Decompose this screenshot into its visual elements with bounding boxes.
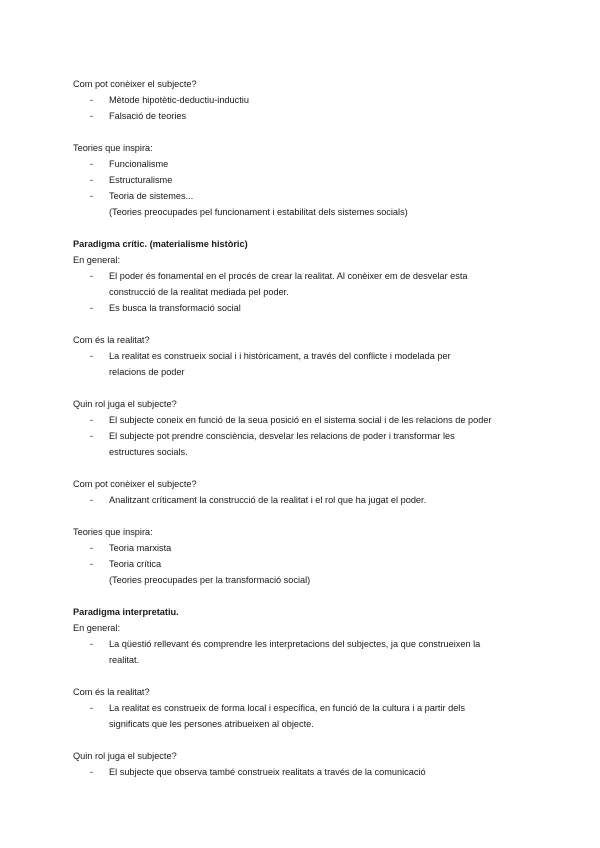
paradigm-title: Paradigma crític. (materialisme històric) bbox=[73, 239, 248, 249]
bullet-list bbox=[73, 764, 543, 780]
section-heading: Teories que inspira: bbox=[73, 527, 153, 537]
list-item bbox=[73, 428, 543, 460]
list-item-continuation: estructures socials. bbox=[109, 447, 188, 457]
list-item-continuation: significats que les persones atribueixen al objecte. bbox=[109, 719, 314, 729]
document-page bbox=[73, 76, 543, 780]
list-item-text: El subjecte pot prendre consciència, desvelar les relacions de poder i transformar les bbox=[109, 431, 455, 441]
list-item: - Teoria de sistemes... bbox=[73, 188, 543, 204]
paradigm-title: Paradigma interpretatiu. bbox=[73, 607, 179, 617]
list-item: - Estructuralisme bbox=[73, 172, 543, 188]
list-item bbox=[73, 348, 543, 380]
bullet-list bbox=[73, 92, 543, 124]
bullet-list bbox=[73, 700, 543, 732]
bullet-list bbox=[73, 636, 543, 668]
list-item: - Es busca la transformació social bbox=[73, 300, 543, 316]
section-heading: Com és la realitat? bbox=[73, 335, 150, 345]
list-item: - El subjecte que observa també construeix realitats a través de la comunicació bbox=[73, 764, 543, 780]
list-item bbox=[73, 700, 543, 732]
list-note: (Teories preocupades per la transformació social) bbox=[109, 575, 311, 585]
bullet-list bbox=[73, 268, 543, 316]
bullet-list bbox=[73, 492, 543, 508]
section-subheading: En general: bbox=[73, 255, 120, 265]
list-item bbox=[73, 268, 543, 300]
bullet-list bbox=[73, 412, 543, 460]
bullet-list bbox=[73, 156, 543, 204]
section-heading: Teories que inspira: bbox=[73, 143, 153, 153]
section-heading: Com pot conèixer el subjecte? bbox=[73, 79, 197, 89]
list-item: - Teoria marxista bbox=[73, 540, 543, 556]
list-item bbox=[73, 636, 543, 668]
section-heading: Quin rol juga el subjecte? bbox=[73, 751, 177, 761]
list-item-continuation: relacions de poder bbox=[109, 367, 185, 377]
list-item-text: La realitat es construeix de forma local i específica, en funció de la cultura i a partir dels bbox=[109, 703, 465, 713]
section-subheading: En general: bbox=[73, 623, 120, 633]
list-item-text: La qüestió rellevant és comprendre les interpretacions del subjectes, ja que construeixen la bbox=[109, 639, 481, 649]
list-note: (Teories preocupades pel funcionament i estabilitat dels sistemes socials) bbox=[109, 207, 408, 217]
list-item: - Analitzant críticament la construcció de la realitat i el rol que ha jugat el poder. bbox=[73, 492, 543, 508]
list-item: - El subjecte coneix en funció de la seua posició en el sistema social i de les relacions de poder bbox=[73, 412, 543, 428]
list-item: - Teoria crítica bbox=[73, 556, 543, 572]
section-heading: Com pot conèixer el subjecte? bbox=[73, 479, 197, 489]
section-heading: Com és la realitat? bbox=[73, 687, 150, 697]
list-item-text: El poder és fonamental en el procés de crear la realitat. Al conèixer em de desvelar esta bbox=[109, 271, 468, 281]
list-item-continuation: realitat. bbox=[109, 655, 140, 665]
list-item: - Mètode hipotètic-deductiu-inductiu bbox=[73, 92, 543, 108]
list-item: - Falsació de teories bbox=[73, 108, 543, 124]
list-item-text: La realitat es construeix social i i històricament, a través del conflicte i modelada per bbox=[109, 351, 451, 361]
bullet-list bbox=[73, 348, 543, 380]
section-heading: Quin rol juga el subjecte? bbox=[73, 399, 177, 409]
list-item-continuation: construcció de la realitat mediada pel poder. bbox=[109, 287, 289, 297]
list-item: - Funcionalisme bbox=[73, 156, 543, 172]
bullet-list bbox=[73, 540, 543, 572]
